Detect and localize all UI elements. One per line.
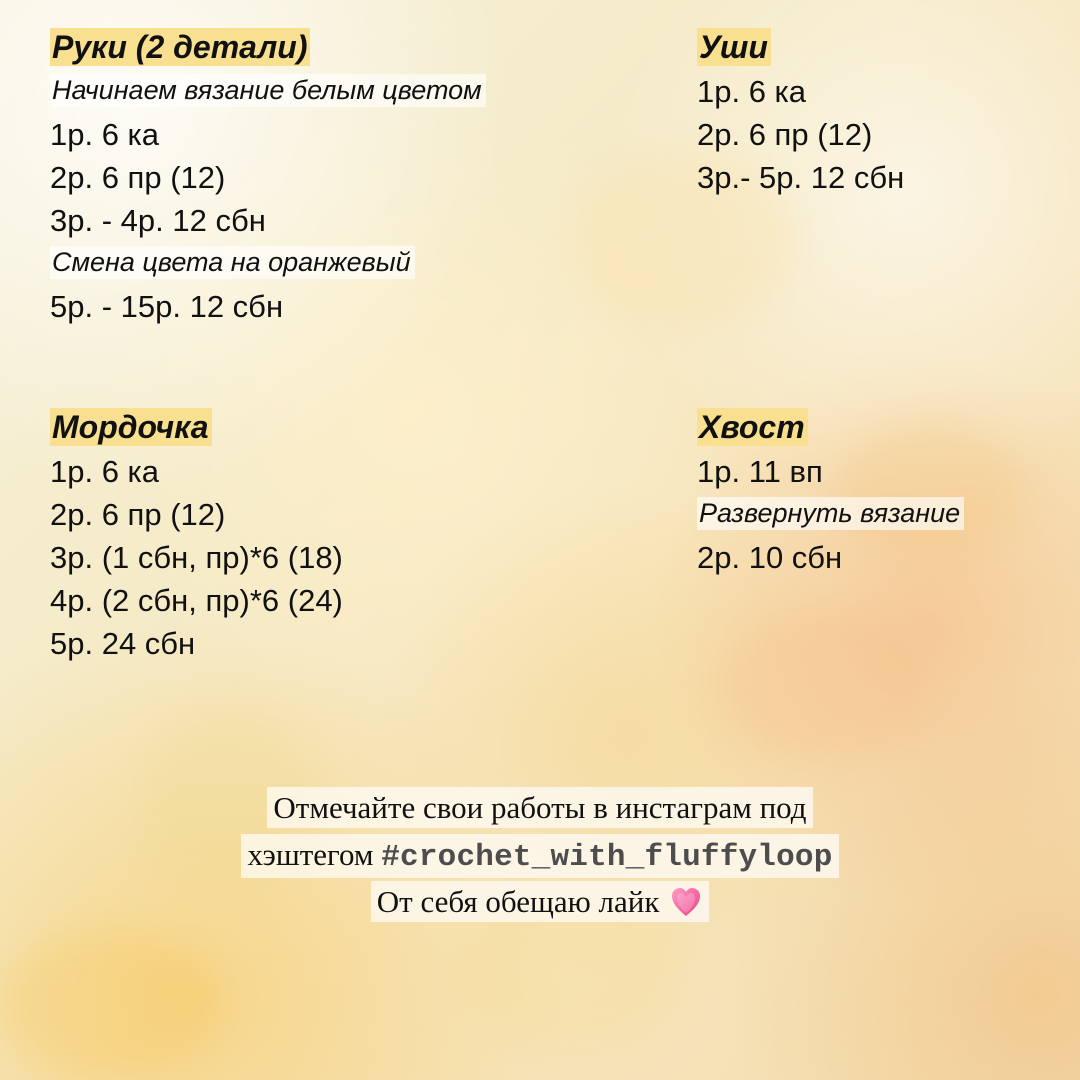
arms-section (50, 28, 610, 328)
footer-line-2-prefix: хэштегом (247, 837, 382, 872)
tail-section (697, 408, 1037, 579)
tail-row-1: 1р. 11 вп (697, 454, 823, 489)
ears-section (697, 28, 1027, 199)
footer-row-2 (0, 834, 1080, 881)
footer-line-1: Отмечайте свои работы в инстаграм под (267, 787, 812, 828)
footer-line-2 (241, 834, 838, 878)
ears-row-2: 2р. 6 пр (12) (697, 117, 873, 152)
muzzle-row-2: 2р. 6 пр (12) (50, 497, 226, 532)
background-glow-3 (720, 610, 930, 760)
arms-note-white-start: Начинаем вязание белым цветом (50, 74, 486, 107)
muzzle-title: Мордочка (50, 408, 212, 446)
muzzle-row-4: 4р. (2 сбн, пр)*6 (24) (50, 583, 343, 618)
arms-row-1: 1р. 6 ка (50, 117, 160, 152)
arms-row-2: 2р. 6 пр (12) (50, 160, 226, 195)
tail-title: Хвост (697, 408, 808, 446)
arms-title: Руки (2 детали) (50, 28, 310, 66)
background-glow-6 (0, 930, 220, 1080)
heart-icon (669, 886, 703, 918)
arms-row-3: 3р. - 4р. 12 сбн (50, 203, 266, 238)
arms-note-color-change: Смена цвета на оранжевый (50, 246, 415, 279)
ears-row-3: 3р.- 5р. 12 сбн (697, 160, 905, 195)
tail-note-turn-work: Развернуть вязание (697, 497, 964, 530)
muzzle-row-1: 1р. 6 ка (50, 454, 160, 489)
footer-line-3 (371, 881, 709, 922)
muzzle-row-5: 5р. 24 сбн (50, 626, 196, 661)
hashtag-text: #crochet_with_fluffyloop (381, 840, 833, 875)
footer-row-3 (0, 881, 1080, 928)
ears-row-1: 1р. 6 ка (697, 74, 807, 109)
tail-row-2: 2р. 10 сбн (697, 540, 843, 575)
arms-row-4: 5р. - 15р. 12 сбн (50, 289, 284, 324)
instagram-footer (0, 787, 1080, 928)
footer-line-3-text: От себя обещаю лайк (376, 884, 660, 919)
muzzle-row-3: 3р. (1 сбн, пр)*6 (18) (50, 540, 343, 575)
ears-title: Уши (697, 28, 771, 66)
footer-row-1 (0, 787, 1080, 834)
muzzle-section (50, 408, 610, 665)
